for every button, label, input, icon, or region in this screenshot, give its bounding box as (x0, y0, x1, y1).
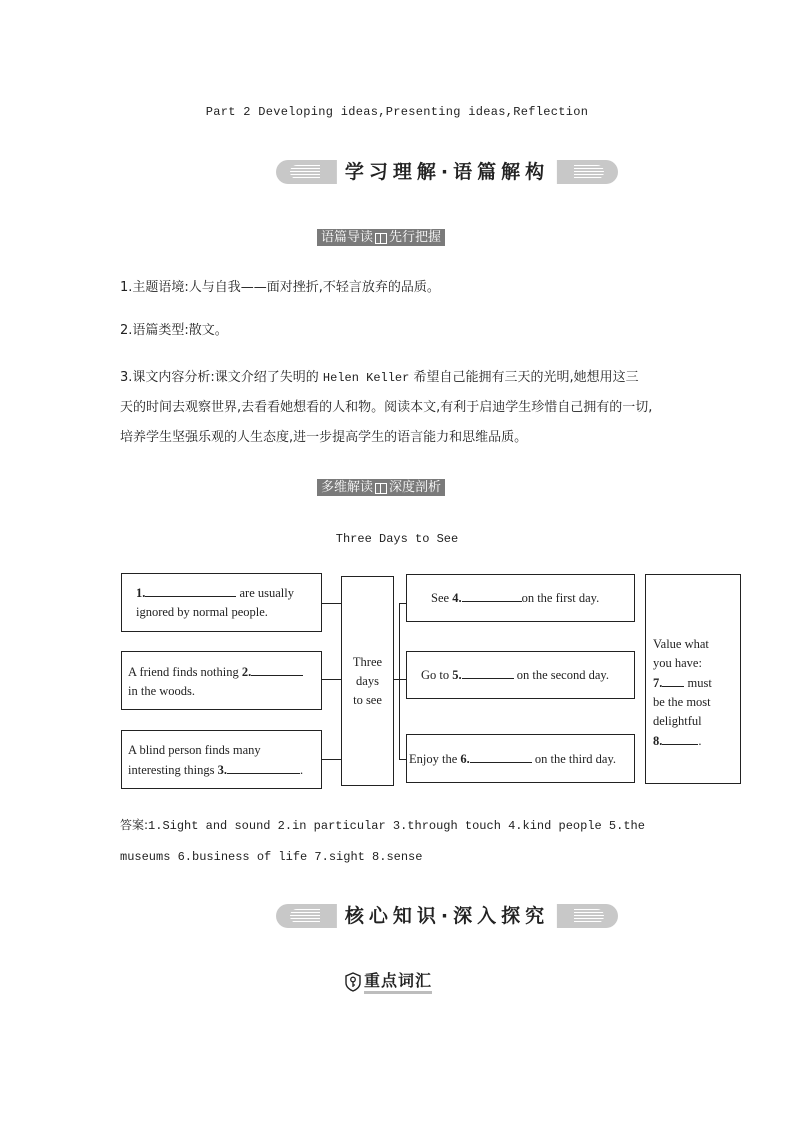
right-box-2 (406, 651, 635, 699)
connector-right-1 (399, 603, 406, 604)
connector-right-2 (399, 679, 406, 680)
analysis-name: Helen Keller (322, 371, 410, 385)
blank-number: 3. (217, 763, 227, 777)
blank-number: 5. (452, 668, 462, 682)
answer-blank (462, 588, 522, 602)
answers-line1: 1.Sight and sound 2.in particular 3.through touch 4.kind people 5.the (148, 819, 645, 833)
box-text: interesting things (128, 763, 218, 777)
blank-number: 6. (460, 752, 470, 766)
banner-decoration-left (290, 165, 320, 179)
answer-blank (662, 673, 684, 687)
answer-blank (251, 662, 303, 676)
left-box-3 (121, 730, 322, 789)
connector-left-3 (322, 759, 341, 760)
vocab-heading (344, 970, 432, 994)
right-box-1 (406, 574, 635, 622)
diagram-title: Three Days to See (335, 532, 459, 546)
right-box-3 (406, 734, 635, 783)
analysis-text-b: 希望自己能拥有三天的光明,她想用这三 (409, 370, 639, 385)
analysis-text-a: 3.课文内容分析:课文介绍了失明的 (120, 370, 323, 385)
blank-number: 8. (653, 734, 663, 748)
center-text: Three (352, 654, 383, 669)
connector-right-spine (399, 603, 400, 759)
answer-blank (470, 749, 532, 763)
vocab-heading-text: 重点词汇 (364, 971, 432, 994)
box-text: . (299, 763, 304, 777)
box-text: in the woods. (128, 684, 196, 698)
connector-left-2 (322, 679, 341, 680)
box-text: on the third day. (531, 752, 617, 766)
banner-decoration-right (574, 165, 604, 179)
box-text: A friend finds nothing (128, 665, 242, 679)
book-icon (374, 482, 388, 494)
book-icon (374, 232, 388, 244)
box-text: . (698, 734, 702, 748)
answers-label: 答案: (120, 818, 149, 832)
tag-text-guide (317, 229, 445, 246)
tag-deep-reading (317, 479, 445, 496)
box-text: Value what (653, 637, 709, 651)
blank-number: 2. (241, 665, 252, 679)
banner-decoration-right (574, 909, 604, 923)
connector-right-3 (399, 759, 406, 760)
key-badge-icon (344, 972, 362, 992)
answers (120, 810, 645, 873)
answers-line2: museums 6.business of life 7.sight 8.sense (120, 850, 423, 864)
tag-right-label: 深度剖析 (389, 480, 442, 495)
center-box (341, 576, 394, 786)
paragraph-theme: 1.主题语境:人与自我——面对挫折,不轻言放弃的品质。 (120, 280, 440, 295)
paragraph-analysis-line2: 天的时间去观察世界,去看看她想看的人和物。阅读本文,有利于启迪学生珍惜自己拥有的一切, (120, 400, 653, 415)
banner-title: 核心知识·深入探究 (337, 902, 557, 930)
section-banner-study (276, 160, 618, 184)
banner-decoration-left (290, 909, 320, 923)
answer-blank (662, 731, 698, 745)
tag-left-label: 语篇导读 (321, 230, 374, 245)
value-box (645, 574, 741, 784)
box-text: A blind person finds many (128, 743, 261, 757)
connector-left-1 (322, 603, 341, 604)
answer-blank (145, 583, 236, 597)
answer-blank (227, 760, 300, 774)
box-text: Go to (421, 668, 453, 682)
blank-number: 4. (452, 591, 462, 605)
box-text: you have: (653, 656, 702, 670)
banner-title: 学习理解·语篇解构 (337, 158, 557, 186)
tag-left-label: 多维解读 (321, 480, 374, 495)
box-text: on the first day. (521, 591, 600, 605)
tag-right-label: 先行把握 (389, 230, 442, 245)
left-box-2 (121, 651, 322, 710)
paragraph-genre: 2.语篇类型:散文。 (120, 323, 228, 338)
part-heading: Part 2 Developing ideas,Presenting ideas,Reflection (205, 105, 589, 119)
section-banner-core (276, 904, 618, 928)
paragraph-analysis-line1 (120, 368, 639, 388)
paragraph-analysis-line3: 培养学生坚强乐观的人生态度,进一步提高学生的语言能力和思维品质。 (120, 430, 528, 445)
box-text: Enjoy the (409, 752, 461, 766)
center-text: to see (353, 692, 382, 707)
box-text: delightful (653, 714, 702, 728)
box-text: See (431, 591, 453, 605)
left-box-1 (121, 573, 322, 632)
blank-number: 7. (653, 676, 663, 690)
box-text: be the most (653, 695, 711, 709)
box-text: ignored by normal people. (136, 605, 268, 619)
answer-blank (462, 665, 514, 679)
center-text: days (356, 673, 379, 688)
box-text: must (684, 676, 712, 690)
box-text: are usually (236, 586, 294, 600)
blank-number: 1. (136, 586, 146, 600)
box-text: on the second day. (513, 668, 609, 682)
